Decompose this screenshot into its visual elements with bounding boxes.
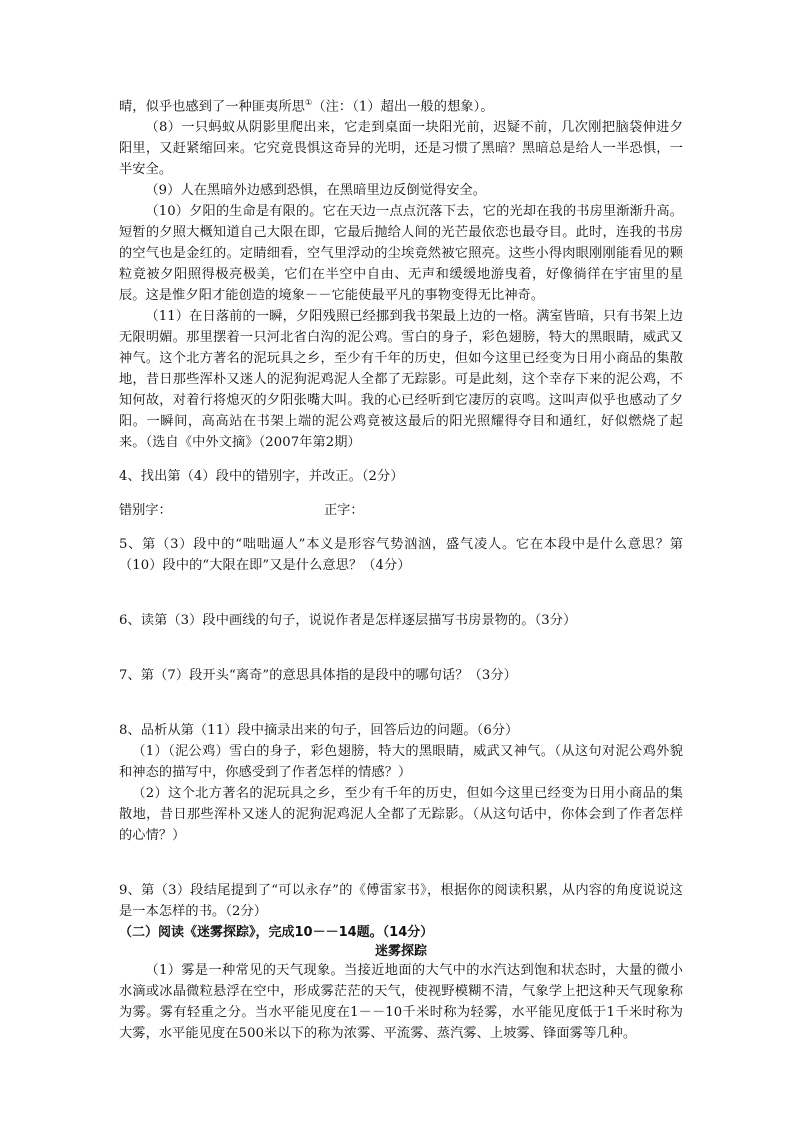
question-4: 4、找出第（4）段中的错别字，并改正。（2分） [119, 469, 404, 485]
correct-char-label: 正字： [324, 503, 364, 519]
article-title: 迷雾探踪 [374, 944, 427, 960]
paragraph-8: （8）一只蚂蚁从阴影里爬出来，它走到桌面一块阳光前，迟疑不前，几次刚把脑袋伸进夕阳里，又赶紧缩回来。它究竟畏惧这奇异的光明，还是习惯了黑暗？黑暗总是给人一半恐惧，一半安全。 [119, 120, 683, 178]
intro-line [119, 92, 683, 117]
article-paragraph-1: （1）雾是一种常见的天气现象。当接近地面的大气中的水汽达到饱和状态时，大量的微小水滴或冰晶微粒悬浮在空中，形成雾茫茫的天气，使视野模糊不清，气象学上把这种天气现象称为雾。雾有轻重之分。当水平能见度在1－－10千米时称为轻雾，水平能见度低于1千米时称为大雾，水平能见度在500米以下的称为浓雾、平流雾、蒸汽雾、上坡雾、锋面雾等几种。 [119, 963, 683, 1042]
question-9: 9、第（3）段结尾提到了“可以永存”的《傅雷家书》，根据你的阅读积累，从内容的角度说说这是一本怎样的书。（2分） [119, 883, 683, 920]
question-8-part-2: （2）这个北方著名的泥玩具之乡，至少有千年的历史，但如今这里已经变为日用小商品的集散地，昔日那些浑朴又迷人的泥狗泥鸡泥人全都了无踪影。（从这句话中，你体会到了作者怎样的心情？） [119, 786, 683, 844]
question-6: 6、读第（3）段中画线的句子，说说作者是怎样逐层描写书房景物的。（3分） [119, 613, 577, 629]
intro-text: 晴，似乎也感到了一种匪夷所思 [119, 99, 306, 115]
document-page [119, 92, 683, 1044]
question-8: 8、品析从第（11）段中摘录出来的句子，回答后边的问题。（6分） [119, 723, 519, 739]
paragraph-10: （10）夕阳的生命是有限的。它在天边一点点沉落下去，它的光却在我的书房里渐渐升高。短暂的夕照大概知道自己大限在即，它最后抛给人间的光芒最依恋也最夺目。此时，连我的书房的空气也是金红的。定睛细看，空气里浮动的尘埃竟然被它照亮。这些小得肉眼刚刚能看见的颗粒竟被夕阳照得极亮极美，它们在半空中自由、无声和缓缓地游曳着，好像徜徉在宇宙里的星辰。这是惟夕阳才能创造的境象－－它能使最平凡的事物变得无比神奇。 [119, 204, 683, 304]
question-7: 7、第（7）段开头“离奇”的意思具体指的是段中的哪句话？（3分） [119, 668, 517, 684]
footnote-note: （注：（1）超出一般的想象）。 [312, 99, 494, 115]
paragraph-9: （9）人在黑暗外边感到恐惧，在黑暗里边反倒觉得安全。 [145, 183, 487, 199]
wrong-char-label: 错别字： [119, 503, 172, 519]
footnote-mark: ① [305, 98, 313, 107]
question-4-answer-row [119, 500, 683, 521]
section-2-heading: （二）阅读《迷雾探踪》，完成10－－14题。（14分） [119, 925, 434, 941]
paragraph-11: （11）在日落前的一瞬，夕阳残照已经挪到我书架最上边的一格。满室皆暗，只有书架上边无限明媚。那里摆着一只河北省白沟的泥公鸡。雪白的身子，彩色翅膀，特大的黑眼睛，威武又神气。这个北方著名的泥玩具之乡，至少有千年的历史，但如今这里已经变为日用小商品的集散地，昔日那些浑朴又迷人的泥狗泥鸡泥人全都了无踪影。可是此刻，这个幸存下来的泥公鸡，不知何故，对着行将熄灭的夕阳张嘴大叫。我的心已经听到它凄厉的哀鸣。这叫声似乎也感动了夕阳。一瞬间，高高站在书架上端的泥公鸡竟被这最后的阳光照耀得夺目和通红，好似燃烧了起来。（选自《中外文摘》（2007年第2期） [119, 309, 683, 451]
question-8-part-1: （1）（泥公鸡）雪白的身子，彩色翅膀，特大的黑眼睛，威武又神气。（从这句对泥公鸡外貌和神态的描写中，你感受到了作者怎样的情感？） [119, 744, 683, 781]
question-5: 5、第（3）段中的“咄咄逼人”本义是形容气势汹汹，盛气凌人。它在本段中是什么意思？第（10）段中的“大限在即”又是什么意思？（4分） [119, 537, 683, 574]
